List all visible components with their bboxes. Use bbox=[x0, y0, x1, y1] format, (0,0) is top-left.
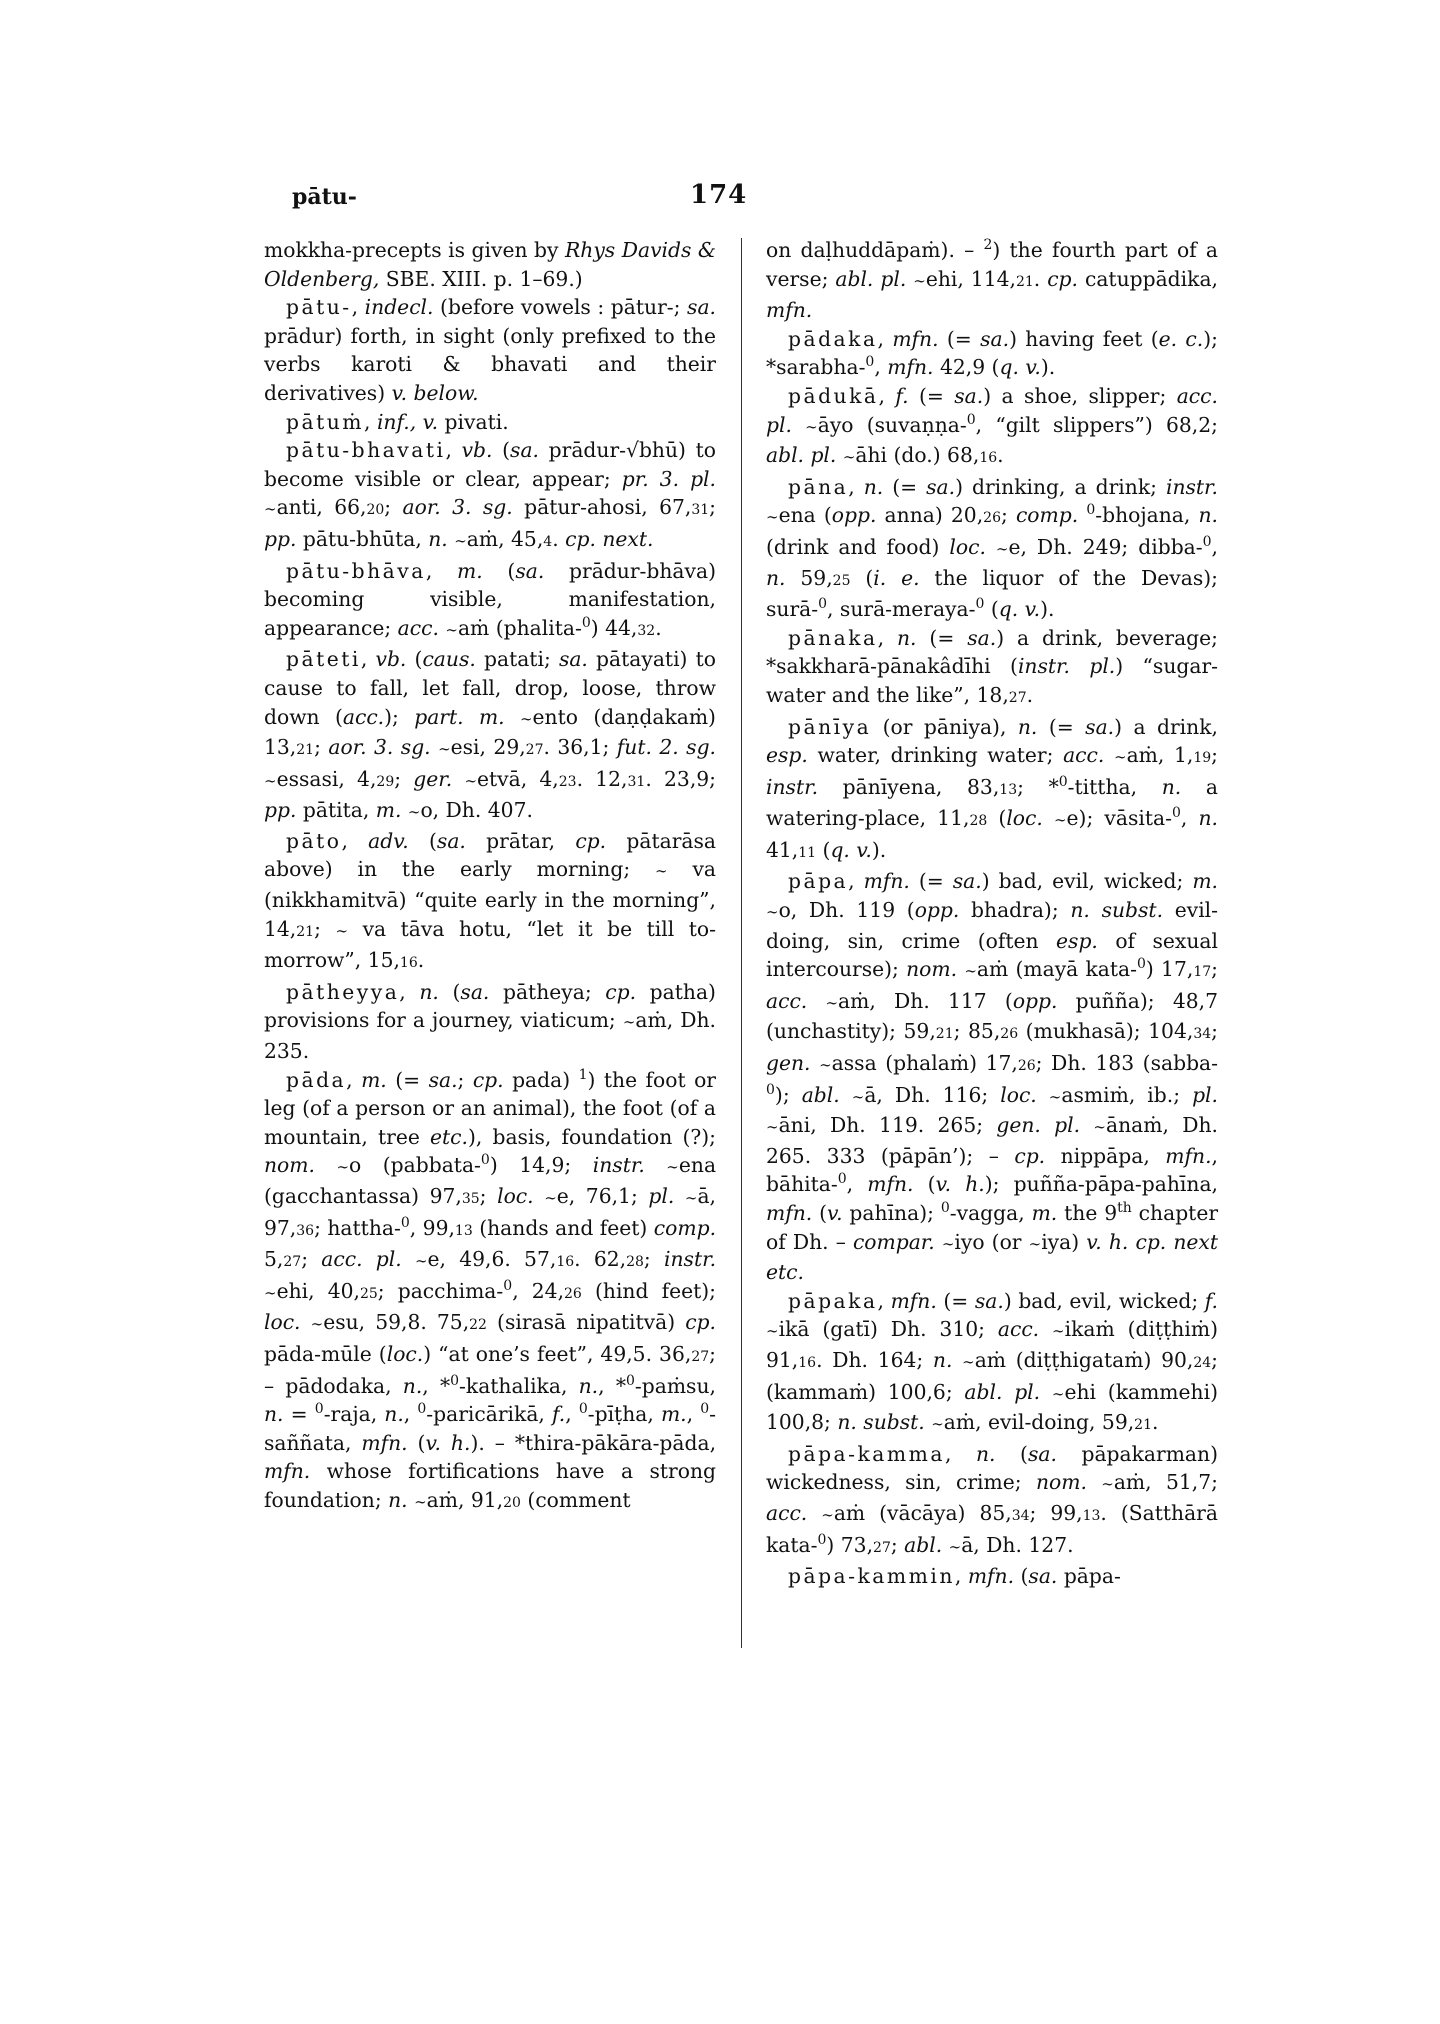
running-head: pātu- bbox=[292, 184, 357, 210]
dictionary-entry: pānaka, n. (= sa.) a drink, beverage; *sakkharā-pānakâdīhi (instr. pl.) “sugar-water and the like”, 18,27. bbox=[766, 625, 1218, 707]
entry-headword: pāto bbox=[286, 828, 342, 853]
entry-headword: pātu-bhāva bbox=[286, 558, 426, 583]
dictionary-entry: pāpa-kamma, n. (sa. pāpakarman) wickedness, sin, crime; nom. ∼aṁ, 51,7; acc. ∼aṁ (vācāya) 85,34; 99,13. (Satthārā kata-$^0$) 73,27; abl. ∼ā, Dh. 127. bbox=[766, 1441, 1218, 1557]
dictionary-entry: pādaka, mfn. (= sa.) having feet (e. c.); *sarabha-$^0$, mfn. 42,9 (q. v.). bbox=[766, 326, 1218, 380]
dictionary-entry: pātheyya, n. (sa. pātheya; cp. patha) provisions for a journey, viaticum; ∼aṁ, Dh. 235. bbox=[264, 979, 716, 1064]
dictionary-entry: pāpa, mfn. (= sa.) bad, evil, wicked; m. ∼o, Dh. 119 (opp. bhadra); n. subst. evil-doing, sin, crime (often esp. of sexual intercourse); nom. ∼aṁ (mayā kata-$^0$) 17,17; acc. ∼aṁ, Dh. 117 (opp. puñña); 48,7 (unchastity); 59,21; 85,26 (mukhasā); 104,34; gen. ∼assa (phalaṁ) 17,26; Dh. 183 (sabba-$^0$); abl. ∼ā, Dh. 116; loc. ∼asmiṁ, ib.; pl. ∼āni, Dh. 119. 265; gen. pl. ∼ānaṁ, Dh. 265. 333 (pāpān’); – cp. nippāpa, mfn., bāhita-$^0$, mfn. (v. h.); puñña-pāpa-pahīna, mfn. (v. pahīna); $^0$-vagga, m. the 9th chapter of Dh. – compar. ∼iyo (or ∼iya) v. h. cp. next etc. bbox=[766, 869, 1219, 1285]
entry-headword: pāteti bbox=[286, 647, 361, 672]
right-column-text bbox=[766, 236, 1218, 1591]
dictionary-entry: pātu-, indecl. (before vowels : pātur-; sa. prādur) forth, in sight (only prefixed to the verbs karoti & bhavati and their derivatives) v. below. bbox=[264, 295, 716, 405]
entry-headword: pātheyya bbox=[286, 979, 400, 1004]
entry-headword: pāpa bbox=[788, 869, 849, 894]
dictionary-entry: pāda, m. (= sa.; cp. pada) $^1$) the foot or leg (of a person or an animal), the foot (of a mountain, tree etc.), basis, foundation (?); nom. ∼o (pabbata-$^0$) 14,9; instr. ∼ena (gacchantassa) 97,35; loc. ∼e, 76,1; pl. ∼ā, 97,36; hattha-$^0$, 99,13 (hands and feet) comp. 5,27; acc. pl. ∼e, 49,6. 57,16. 62,28; instr. ∼ehi, 40,25; pacchima-$^0$, 24,26 (hind feet); loc. ∼esu, 59,8. 75,22 (sirasā nipatitvā) cp. pāda-mūle (loc.) “at one’s feet”, 49,5. 36,27; – pādodaka, n., *$^0$-kathalika, n., *$^0$-paṁsu, n. = $^0$-raja, n., $^0$-paricārikā, f., $^0$-pīṭha, m., $^0$-saññata, mfn. (v. h.). – *thira-pākāra-pāda, mfn. whose fortifications have a strong foundation; n. ∼aṁ, 91,20 (comment bbox=[264, 1066, 717, 1512]
entry-headword: pāna bbox=[788, 474, 849, 499]
entry-headword: pātu- bbox=[286, 295, 352, 320]
right-column bbox=[766, 236, 1218, 1591]
left-column bbox=[264, 236, 716, 1518]
left-column-text bbox=[264, 236, 716, 1518]
entry-headword: pānaka bbox=[788, 625, 878, 650]
dictionary-entry: pāteti, vb. (caus. patati; sa. pātayati) to cause to fall, let fall, drop, loose, throw down (acc.); part. m. ∼ento (daṇḍakaṁ) 13,21; aor. 3. sg. ∼esi, 29,27. 36,1; fut. 2. sg. ∼essasi, 4,29; ger. ∼etvā, 4,23. 12,31. 23,9; pp. pātita, m. ∼o, Dh. 407. bbox=[264, 647, 717, 823]
dictionary-entry: pātu-bhāva, m. (sa. prādur-bhāva) becoming visible, manifestation, appearance; acc. ∼aṁ (phalita-$^0$) 44,32. bbox=[264, 558, 716, 640]
dictionary-entry: pātuṁ, inf., v. pivati. bbox=[286, 409, 509, 434]
entry-headword: pātu-bhavati bbox=[286, 438, 446, 463]
dictionary-entry: pāto, adv. (sa. prātar, cp. pātarāsa above) in the early morning; ∼ va (nikkhamitvā) “quite early in the morning”, 14,21; ∼ va tāva hotu, “let it be till to-morrow”, 15,16. bbox=[264, 828, 717, 973]
dictionary-entry: pātu-bhavati, vb. (sa. prādur-√bhū) to become visible or clear, appear; pr. 3. pl. ∼anti, 66,20; aor. 3. sg. pātur-ahosi, 67,31; pp. pātu-bhūta, n. ∼aṁ, 45,4. cp. next. bbox=[264, 438, 716, 551]
dictionary-entry: mokkha-precepts is given by Rhys Davids & Oldenberg, SBE. XIII. p. 1–69.) bbox=[264, 238, 716, 291]
entry-headword: pāda bbox=[286, 1067, 347, 1092]
dictionary-entry: pānīya (or pāniya), n. (= sa.) a drink, esp. water, drinking water; acc. ∼aṁ, 1,19; instr. pānīyena, 83,13; *$^0$-tittha, n. a watering-place, 11,28 (loc. ∼e); vāsita-$^0$, n. 41,11 (q. v.). bbox=[766, 714, 1218, 862]
dictionary-entry: on daḷhuddāpaṁ). – $^2$) the fourth part of a verse; abl. pl. ∼ehi, 114,21. cp. catuppādika, mfn. bbox=[766, 237, 1218, 323]
entry-headword: pāpa-kammin bbox=[788, 1564, 955, 1589]
dictionary-entry: pāpa-kammin, mfn. (sa. pāpa- bbox=[788, 1564, 1121, 1589]
entry-headword: pānīya bbox=[788, 714, 872, 739]
entry-headword: pādaka bbox=[788, 326, 878, 351]
entry-headword: pāpaka bbox=[788, 1288, 878, 1313]
dictionary-entry: pādukā, f. (= sa.) a shoe, slipper; acc. pl. ∼āyo (suvaṇṇa-$^0$, “gilt slippers”) 68,2; abl. pl. ∼āhi (do.) 68,16. bbox=[766, 383, 1218, 468]
column-divider bbox=[741, 238, 742, 1648]
dictionary-entry: pāna, n. (= sa.) drinking, a drink; instr. ∼ena (opp. anna) 20,26; comp. $^0$-bhojana, n. (drink and food) loc. ∼e, Dh. 249; dibba-$^0$, n. 59,25 (i. e. the liquor of the Devas); surā-$^0$, surā-meraya-$^0$ (q. v.). bbox=[766, 474, 1218, 622]
page-number: 174 bbox=[690, 180, 748, 210]
dictionary-entry: pāpaka, mfn. (= sa.) bad, evil, wicked; f. ∼ikā (gatī) Dh. 310; acc. ∼ikaṁ (diṭṭhiṁ) 91,16. Dh. 164; n. ∼aṁ (diṭṭhigataṁ) 90,24; (kammaṁ) 100,6; abl. pl. ∼ehi (kammehi) 100,8; n. subst. ∼aṁ, evil-doing, 59,21. bbox=[766, 1288, 1219, 1435]
entry-headword: pādukā bbox=[788, 383, 879, 408]
entry-headword: pāpa-kamma bbox=[788, 1441, 945, 1466]
entry-headword: pātuṁ bbox=[286, 409, 365, 434]
